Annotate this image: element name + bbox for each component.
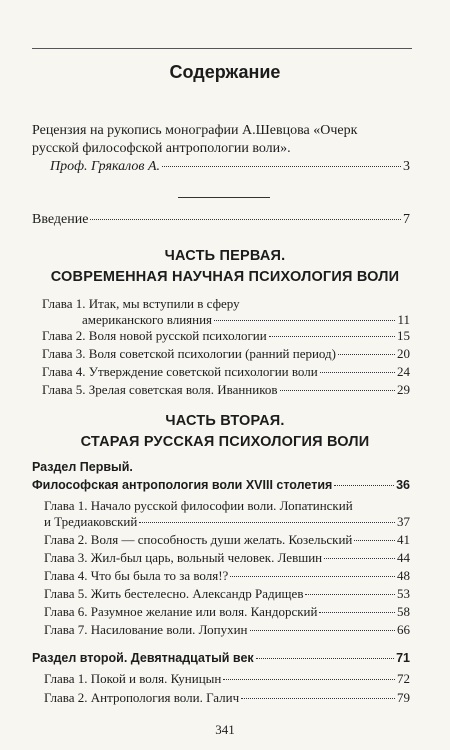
page-ref: 72 — [397, 671, 410, 686]
toc-row-section1-title[interactable] — [32, 478, 410, 498]
review-entry — [32, 122, 410, 176]
toc-row-s2-ch1[interactable] — [44, 671, 410, 690]
entry-label: Глава 1. Покой и воля. Куницын — [44, 671, 222, 686]
page-ref: 7 — [403, 212, 410, 227]
dot-leader — [139, 522, 395, 523]
dot-leader — [338, 354, 395, 355]
page-ref: 11 — [397, 312, 410, 327]
part-one-heading — [0, 246, 450, 288]
page-ref: 58 — [397, 604, 410, 619]
dot-leader — [269, 336, 395, 337]
page-ref: 20 — [397, 346, 410, 361]
dot-leader — [256, 658, 394, 659]
section-divider — [178, 197, 270, 198]
dot-leader — [354, 540, 395, 541]
section-two-chapters — [32, 671, 410, 709]
section-two — [32, 651, 410, 709]
section-one-heading: Раздел Первый. — [32, 460, 133, 474]
dot-leader — [230, 576, 395, 577]
part-two-heading — [0, 411, 450, 453]
toc-row-s1-ch2[interactable] — [44, 532, 410, 550]
dot-leader — [223, 679, 395, 680]
toc-row-part1-ch5[interactable] — [42, 382, 410, 400]
entry-label: Глава 5. Жить бестелесно. Александр Радищев — [44, 586, 304, 601]
page-ref: 29 — [397, 382, 410, 397]
entry-label: Глава 2. Воля — способность души желать. Козельский — [44, 532, 353, 547]
toc-row-intro[interactable] — [32, 212, 410, 228]
part-one-chapters — [42, 296, 410, 400]
toc-row-part1-ch3[interactable] — [42, 346, 410, 364]
dot-leader — [162, 166, 401, 167]
entry-label: Глава 4. Утверждение советской психологии воли — [42, 364, 318, 379]
entry-label: Глава 3. Воля советской психологии (ранний период) — [42, 346, 337, 361]
dot-leader — [214, 320, 395, 321]
review-author-row[interactable] — [32, 158, 410, 176]
page-ref: 24 — [397, 364, 410, 379]
top-rule — [32, 48, 412, 49]
toc-row-part1-ch2[interactable] — [42, 328, 410, 346]
page-ref: 71 — [396, 651, 410, 665]
toc-row-s1-ch3[interactable] — [44, 550, 410, 568]
toc-row-section2-title[interactable] — [32, 651, 410, 671]
entry-label: Глава 6. Разумное желание или воля. Кандорский — [44, 604, 318, 619]
dot-leader — [250, 630, 395, 631]
review-author: Проф. Грякалов А. — [50, 159, 161, 174]
dot-leader — [324, 558, 395, 559]
toc-row-s1-ch5[interactable] — [44, 586, 410, 604]
toc-row-s1-ch1[interactable] — [44, 514, 410, 532]
entry-label: Раздел второй. Девятнадцатый век — [32, 651, 254, 665]
dot-leader — [241, 698, 395, 699]
chapter-1-first-line: Глава 1. Начало русской философии воли. Лопатинский — [44, 498, 353, 513]
part-one-title: СОВРЕМЕННАЯ НАУЧНАЯ ПСИХОЛОГИЯ ВОЛИ — [50, 269, 400, 285]
review-title-line-1: Рецензия на рукопись монографии А.Шевцова «Очерк — [32, 123, 358, 138]
dot-leader — [319, 612, 395, 613]
page-title: Содержание — [169, 62, 281, 82]
section-one-chapters — [32, 498, 410, 640]
page-ref: 41 — [397, 532, 410, 547]
entry-label: и Тредиаковский — [44, 514, 138, 529]
toc-row-s2-ch2[interactable] — [44, 690, 410, 709]
page-ref: 36 — [396, 478, 410, 492]
page-ref: 37 — [397, 514, 410, 529]
toc-row-part1-ch4[interactable] — [42, 364, 410, 382]
toc-row-s1-ch6[interactable] — [44, 604, 410, 622]
section-one — [32, 460, 410, 640]
intro-entry — [32, 212, 410, 228]
entry-label: американского влияния — [82, 312, 213, 327]
review-title-line-2: русской философской антропологии воли». — [32, 141, 291, 156]
entry-label: Глава 3. Жил-был царь, вольный человек. Левшин — [44, 550, 323, 565]
page-ref: 53 — [397, 586, 410, 601]
page-number: 341 — [215, 722, 235, 737]
page-ref: 79 — [397, 690, 410, 705]
dot-leader — [90, 219, 401, 220]
toc-row-s1-ch4[interactable] — [44, 568, 410, 586]
page-ref: 66 — [397, 622, 410, 637]
dot-leader — [305, 594, 395, 595]
page-ref: 48 — [397, 568, 410, 583]
dot-leader — [320, 372, 395, 373]
entry-label: Философская антропология воли XVIII столетия — [32, 478, 333, 492]
page-ref: 3 — [403, 159, 410, 174]
dot-leader — [280, 390, 395, 391]
entry-label: Глава 7. Насилование воли. Лопухин — [44, 622, 248, 637]
chapter-1-first-line: Глава 1. Итак, мы вступили в сферу — [42, 296, 240, 311]
entry-label: Глава 4. Что бы была то за воля!? — [44, 568, 229, 583]
part-two-label: ЧАСТЬ ВТОРАЯ. — [165, 413, 285, 429]
page-ref: 44 — [397, 550, 410, 565]
toc-row-s1-ch7[interactable] — [44, 622, 410, 640]
entry-label: Глава 2. Антропология воли. Галич — [44, 690, 240, 705]
entry-label: Глава 2. Воля новой русской психологии — [42, 328, 267, 343]
toc-row-part1-ch1[interactable] — [42, 312, 410, 328]
dot-leader — [334, 485, 394, 486]
page-ref: 15 — [397, 328, 410, 343]
entry-label: Введение — [32, 212, 89, 227]
entry-label: Глава 5. Зрелая советская воля. Иванников — [42, 382, 278, 397]
part-one-label: ЧАСТЬ ПЕРВАЯ. — [164, 248, 286, 264]
part-two-title: СТАРАЯ РУССКАЯ ПСИХОЛОГИЯ ВОЛИ — [80, 434, 370, 450]
